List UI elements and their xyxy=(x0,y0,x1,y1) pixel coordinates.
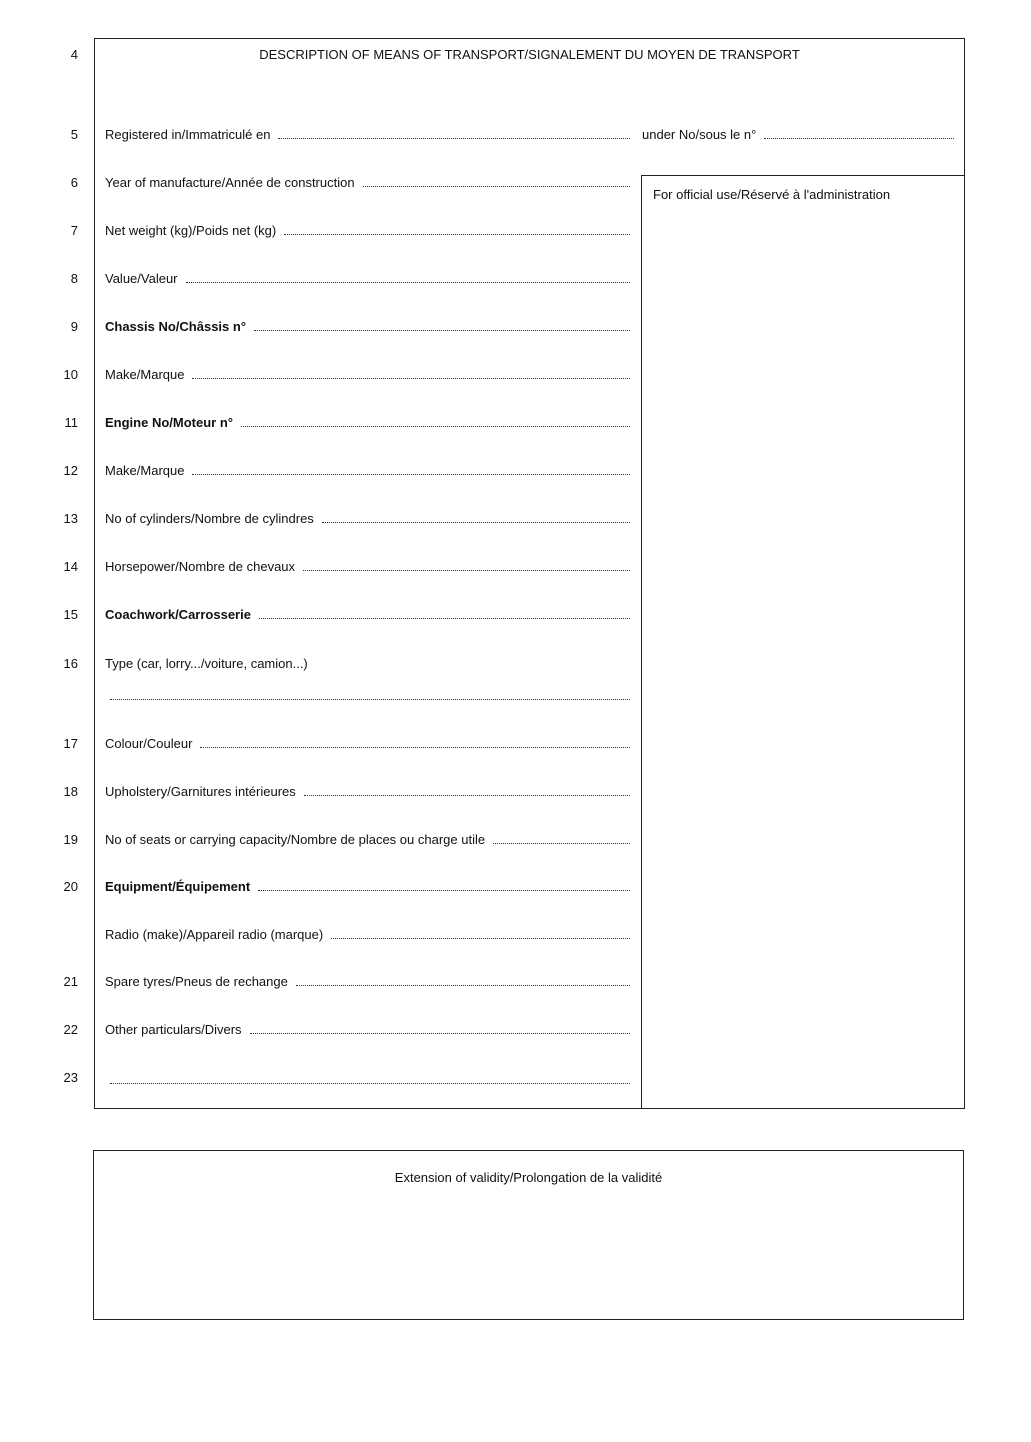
row-number: 22 xyxy=(63,1022,78,1037)
row-number: 20 xyxy=(63,879,78,894)
fill-line xyxy=(284,233,630,235)
fill-line xyxy=(304,794,630,796)
row-number: 8 xyxy=(70,271,78,286)
value-field[interactable] xyxy=(105,271,630,286)
horsepower-field[interactable] xyxy=(105,559,630,574)
registered-in-label: Registered in/Immatriculé en xyxy=(105,127,271,142)
chassis-no-label: Chassis No/Châssis n° xyxy=(105,319,247,334)
row-number: 17 xyxy=(63,736,78,751)
fill-line xyxy=(254,329,630,331)
net-weight-field[interactable] xyxy=(105,223,630,238)
spare-tyres-field[interactable] xyxy=(105,974,630,989)
other-particulars-label: Other particulars/Divers xyxy=(105,1022,242,1037)
radio-field[interactable] xyxy=(105,927,630,942)
engine-no-field[interactable] xyxy=(105,415,630,430)
row-number: 18 xyxy=(63,784,78,799)
row-number: 7 xyxy=(70,223,78,238)
row-number: 6 xyxy=(70,175,78,190)
upholstery-field[interactable] xyxy=(105,784,630,799)
year-of-manufacture-field[interactable] xyxy=(105,175,630,190)
net-weight-label: Net weight (kg)/Poids net (kg) xyxy=(105,223,277,238)
cylinders-field[interactable] xyxy=(105,511,630,526)
coachwork-field[interactable] xyxy=(105,607,630,622)
fill-line xyxy=(186,281,630,283)
chassis-make-label: Make/Marque xyxy=(105,367,185,382)
cylinders-label: No of cylinders/Nombre de cylindres xyxy=(105,511,314,526)
row-number: 15 xyxy=(63,607,78,622)
chassis-no-field[interactable] xyxy=(105,319,630,334)
seats-field[interactable] xyxy=(105,832,630,847)
year-of-manufacture-label: Year of manufacture/Année de construction xyxy=(105,175,355,190)
row-number: 5 xyxy=(70,127,78,142)
fill-line xyxy=(241,425,630,427)
section-heading: DESCRIPTION OF MEANS OF TRANSPORT/SIGNALEMENT DU MOYEN DE TRANSPORT xyxy=(259,47,800,62)
fill-line xyxy=(764,137,954,139)
fill-line xyxy=(303,569,630,571)
row-number: 13 xyxy=(63,511,78,526)
equipment-label: Equipment/Équipement xyxy=(105,879,251,894)
extension-title: Extension of validity/Prolongation de la validité xyxy=(394,1170,663,1185)
under-no-label: under No/sous le n° xyxy=(642,127,757,142)
row-number: 16 xyxy=(63,656,78,671)
row-number: 4 xyxy=(70,47,78,62)
fill-line xyxy=(192,473,630,475)
row-number: 12 xyxy=(63,463,78,478)
coachwork-label: Coachwork/Carrosserie xyxy=(105,607,251,622)
row-number: 11 xyxy=(64,415,78,430)
equipment-field[interactable] xyxy=(105,879,630,894)
row-number: 23 xyxy=(63,1070,78,1085)
fill-line xyxy=(250,1032,630,1034)
fill-line xyxy=(192,377,630,379)
fill-line xyxy=(296,984,630,986)
row-number: 9 xyxy=(70,319,78,334)
under-no-field[interactable] xyxy=(642,127,954,142)
official-use-box xyxy=(641,175,965,1109)
colour-label: Colour/Couleur xyxy=(105,736,193,751)
radio-label: Radio (make)/Appareil radio (marque) xyxy=(105,927,324,942)
horsepower-label: Horsepower/Nombre de chevaux xyxy=(105,559,296,574)
fill-line xyxy=(363,185,630,187)
engine-make-label: Make/Marque xyxy=(105,463,185,478)
fill-line xyxy=(200,746,630,748)
fill-line xyxy=(493,842,630,844)
type-fill-line[interactable] xyxy=(110,698,630,700)
fill-line xyxy=(258,889,630,891)
seats-label: No of seats or carrying capacity/Nombre de places ou charge utile xyxy=(105,832,486,847)
fill-line xyxy=(278,137,630,139)
upholstery-label: Upholstery/Garnitures intérieures xyxy=(105,784,296,799)
row-number: 14 xyxy=(63,559,78,574)
registered-in-field[interactable] xyxy=(105,127,630,142)
chassis-make-field[interactable] xyxy=(105,367,630,382)
row-23-fill-line[interactable] xyxy=(110,1082,630,1084)
fill-line xyxy=(322,521,630,523)
row-number: 19 xyxy=(63,832,78,847)
row-number: 10 xyxy=(63,367,78,382)
official-use-label: For official use/Réservé à l'administration xyxy=(653,187,891,202)
fill-line xyxy=(259,617,630,619)
type-label: Type (car, lorry.../voiture, camion...) xyxy=(105,656,308,671)
fill-line xyxy=(331,937,630,939)
value-label: Value/Valeur xyxy=(105,271,178,286)
spare-tyres-label: Spare tyres/Pneus de rechange xyxy=(105,974,288,989)
engine-make-field[interactable] xyxy=(105,463,630,478)
other-particulars-field[interactable] xyxy=(105,1022,630,1037)
colour-field[interactable] xyxy=(105,736,630,751)
engine-no-label: Engine No/Moteur n° xyxy=(105,415,233,430)
row-number: 21 xyxy=(63,974,78,989)
